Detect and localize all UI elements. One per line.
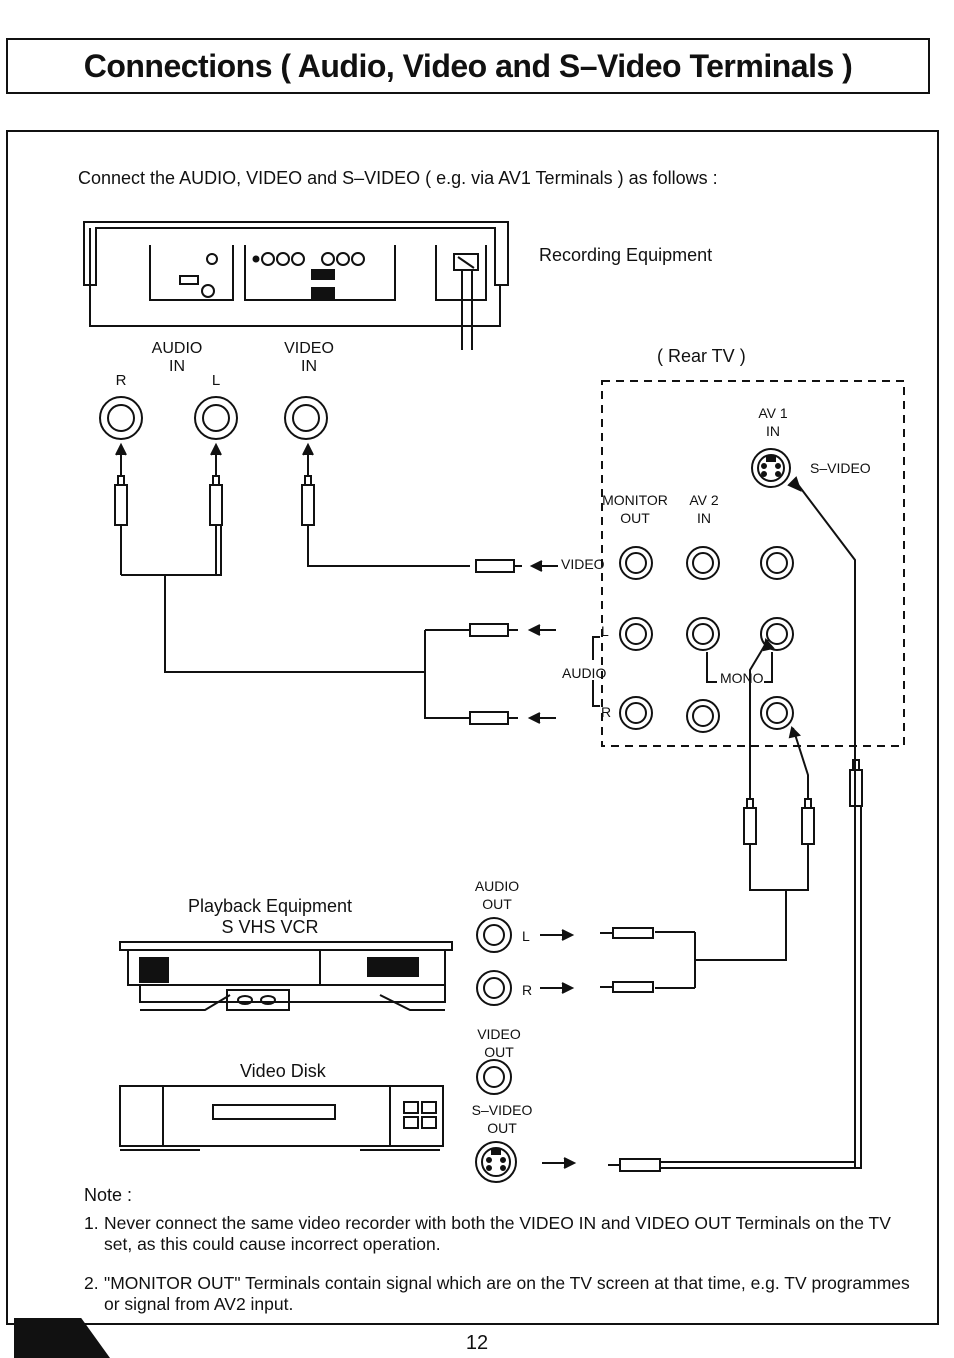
playback-equipment-label: Playback Equipment S VHS VCR [187,896,353,937]
note-item-1: 1. Never connect the same video recorder with both the VIDEO IN and VIDEO OUT Terminals on the TV set, as this could cause incorrect operation. [84,1213,891,1254]
page-title: Connections ( Audio, Video and S–Video Terminals ) [83,48,853,84]
audio-out-r-label: R [522,982,533,998]
av2-audio-cable [600,640,814,992]
tv-l-label: L [601,623,609,639]
tv-mono-label: MONO [720,670,764,686]
video-in-label: VIDEO IN [284,340,334,375]
recording-jacks [100,397,327,439]
audio-in-r-label: R [115,372,127,389]
tv-jacks [620,547,793,732]
audio-in-label: AUDIO IN [151,340,203,375]
rear-tv-label: ( Rear TV ) [657,346,746,366]
video-cable-recording [308,525,558,572]
svideo-label: S–VIDEO [810,460,871,476]
note-item-2: 2. "MONITOR OUT" Terminals contain signal which are on the TV screen at that time, e.g. TV programmes or signal from AV2 input. [84,1273,910,1314]
av1-in-label: AV 1 IN [758,405,788,439]
intro-text: Connect the AUDIO, VIDEO and S–VIDEO ( e.g. via AV1 Terminals ) as follows : [78,168,718,188]
svhs-vcr-device [120,942,452,1010]
svideo-cable [608,760,862,1171]
video-disk-label: Video Disk [240,1061,326,1081]
tv-audio-label: AUDIO [562,665,607,681]
tv-video-label: VIDEO [561,556,605,572]
page-number: 12 [465,1332,489,1354]
audio-out-label: AUDIO OUT [474,878,520,912]
svideo-out-label: S–VIDEO OUT [471,1102,533,1136]
recording-plugs [115,476,314,575]
tv-r-label: R [601,704,612,720]
audio-cable-recording [121,525,556,724]
video-out-label: VIDEO OUT [477,1026,521,1060]
video-disk-device [120,1086,443,1150]
note-title: Note : [84,1185,133,1205]
audio-in-l-label: L [211,372,221,389]
recording-equipment-label: Recording Equipment [539,245,713,265]
av2-in-label: AV 2 IN [689,492,719,526]
recording-equipment-device [84,222,508,350]
audio-out-l-label: L [522,928,530,944]
input-arrows [116,445,313,475]
monitor-out-label: MONITOR OUT [602,492,668,526]
